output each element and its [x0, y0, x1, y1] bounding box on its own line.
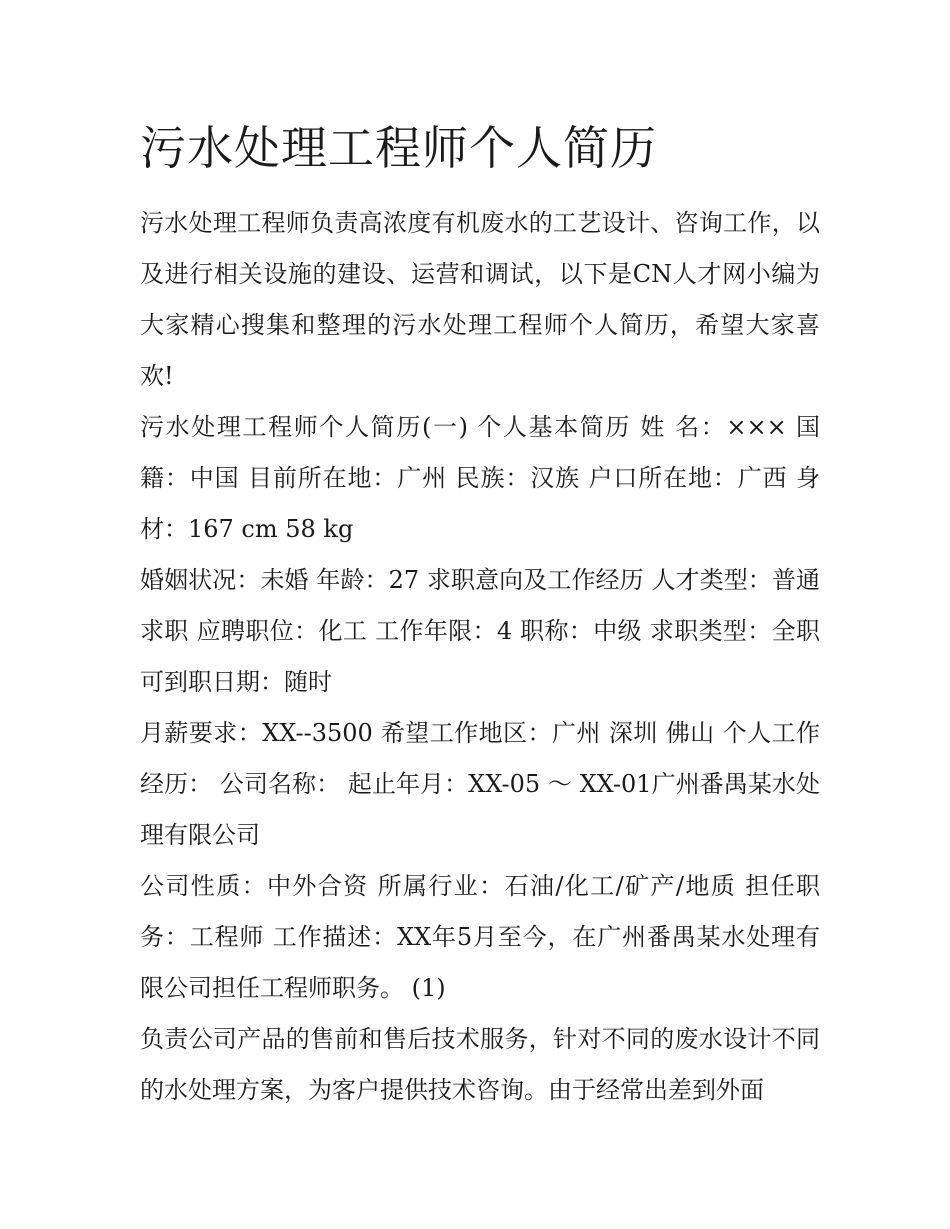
paragraph-salary-experience: 月薪要求：XX--3500 希望工作地区：广州 深圳 佛山 个人工作经历： 公司名称： 起止年月：XX-05 ～ XX-01广州番禺某水处理有限公司	[140, 719, 820, 849]
paragraph-responsibilities: 负责公司产品的售前和售后技术服务，针对不同的废水设计不同的水处理方案，为客户提供技术咨询。由于经常出差到外面	[140, 1025, 820, 1104]
paragraph-company-info: 公司性质：中外合资 所属行业：石油/化工/矿产/地质 担任职务：工程师 工作描述：XX年5月至今，在广州番禺某水处理有限公司担任工程师职务。 (1)	[140, 872, 820, 1002]
document-page	[140, 118, 820, 1116]
document-title: 污水处理工程师个人简历	[140, 121, 657, 175]
paragraph-job-intent: 婚姻状况：未婚 年龄：27 求职意向及工作经历 人才类型：普通求职 应聘职位：化工 工作年限：4 职称：中级 求职类型：全职 可到职日期：随时	[140, 566, 820, 696]
paragraph-basic-info: 污水处理工程师个人简历(一) 个人基本简历 姓 名：××× 国籍：中国 目前所在地：广州 民族：汉族 户口所在地：广西 身材：167 cm 58 kg	[140, 413, 820, 543]
paragraph-intro: 污水处理工程师负责高浓度有机废水的工艺设计、咨询工作，以及进行相关设施的建设、运营和调试，以下是CN人才网小编为大家精心搜集和整理的污水处理工程师个人简历，希望大家喜欢!	[140, 209, 820, 390]
